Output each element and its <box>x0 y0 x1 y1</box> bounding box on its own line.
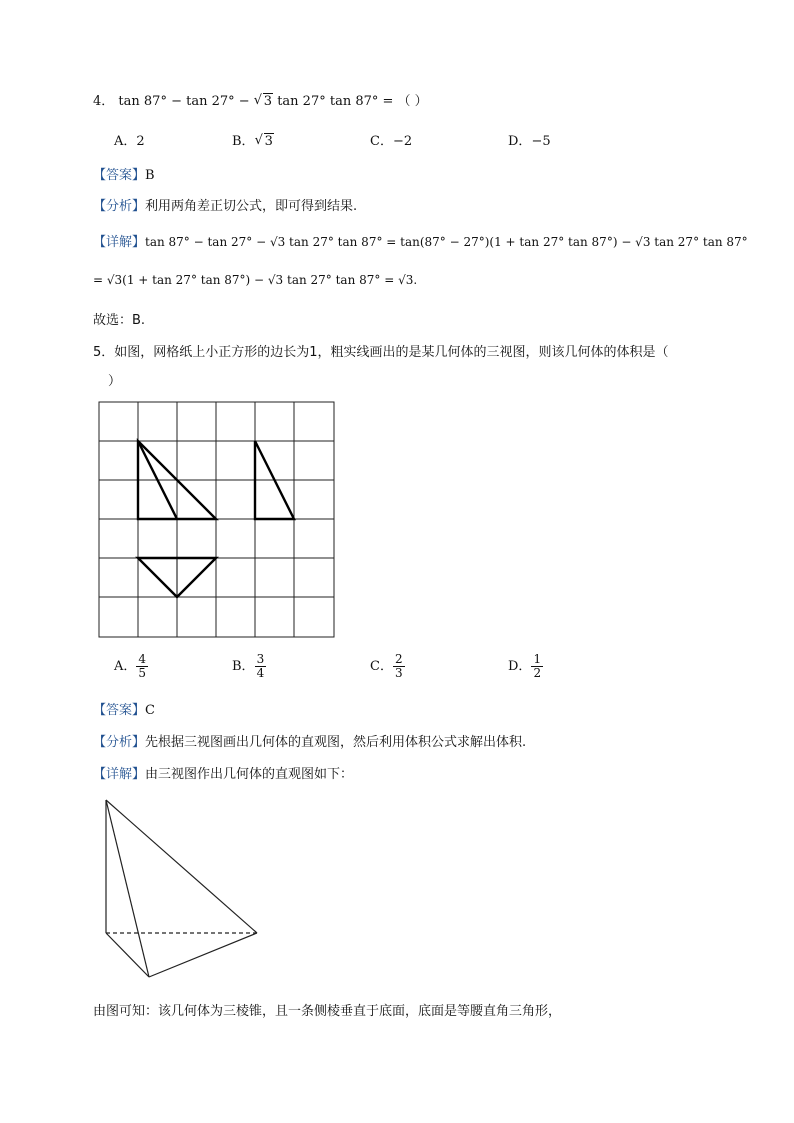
q4-option-a[interactable]: A．2 <box>114 134 145 149</box>
q5-answer <box>93 699 155 718</box>
q4-answer-value: B <box>145 168 155 183</box>
pyramid-base-left-front <box>106 933 149 977</box>
pyramid-base-front-right <box>149 933 257 977</box>
q4-answer <box>93 164 155 183</box>
three-view-figure <box>98 401 336 639</box>
q5-option-b[interactable]: B． $\frac{3}{4}$ <box>232 652 265 680</box>
q4-analysis <box>93 195 357 214</box>
q5-option-a[interactable]: A． $\frac{4}{5}$ <box>114 652 147 680</box>
q5-detail-text: 由三视图作出几何体的直观图如下： <box>145 767 354 782</box>
q4-stem-text: tan 87° − tan 27° − <box>118 94 254 109</box>
q5-answer-value: C <box>145 703 155 718</box>
q4-analysis-tag: 【分析】 <box>93 199 146 214</box>
q4-analysis-text: 利用两角差正切公式，即可得到结果. <box>145 199 358 214</box>
q5-stem <box>93 341 669 360</box>
q4-option-d[interactable]: D．−5 <box>508 134 551 149</box>
q5-option-c[interactable]: C． $\frac{2}{3}$ <box>370 652 403 680</box>
q5-answer-tag: 【答案】 <box>93 703 146 718</box>
q5-analysis <box>93 731 526 750</box>
q4-detail <box>93 231 748 250</box>
q5-stem-close: ） <box>108 374 122 389</box>
q4-conclusion: 故选：B. <box>93 313 146 328</box>
q5-option-d[interactable]: D． $\frac{1}{2}$ <box>508 652 542 680</box>
pyramid-edge-apex-right <box>106 800 257 933</box>
q5-number: 5． <box>93 345 115 360</box>
q4-option-b[interactable]: B．√ 3 <box>232 130 274 149</box>
q5-stem-text: 如图，网格纸上小正方形的边长为1，粗实线画出的是某几何体的三视图，则该几何体的体积是（ <box>114 345 669 360</box>
q5-conclusion: 由图可知：该几何体为三棱锥，且一条侧棱垂直于底面，底面是等腰直角三角形， <box>93 1004 562 1019</box>
pyramid-edge-apex-front <box>106 800 149 977</box>
q4-stem-root: √ 3 <box>254 94 273 109</box>
q4-detail-line1: tan 87° − tan 27° − √3 tan 27° tan 87° = tan(87° − 27°)(1 + tan 27° tan 87°) − √3 tan 27° tan 87° <box>145 235 748 249</box>
q4-stem <box>93 90 428 109</box>
q4-option-c[interactable]: C．−2 <box>370 134 413 149</box>
q4-detail-tag: 【详解】 <box>93 235 146 250</box>
q5-detail <box>93 763 353 782</box>
q4-answer-tag: 【答案】 <box>93 168 146 183</box>
q5-analysis-text: 先根据三视图画出几何体的直观图，然后利用体积公式求解出体积. <box>145 735 527 750</box>
pyramid-figure <box>100 795 265 985</box>
q4-stem-tail: tan 27° tan 87° = （ ） <box>273 94 428 109</box>
q5-detail-tag: 【详解】 <box>93 767 146 782</box>
q4-number: 4． <box>93 94 115 109</box>
q4-detail-line2: = √3(1 + tan 27° tan 87°) − √3 tan 27° tan 87° = √3. <box>93 273 418 287</box>
q5-analysis-tag: 【分析】 <box>93 735 146 750</box>
